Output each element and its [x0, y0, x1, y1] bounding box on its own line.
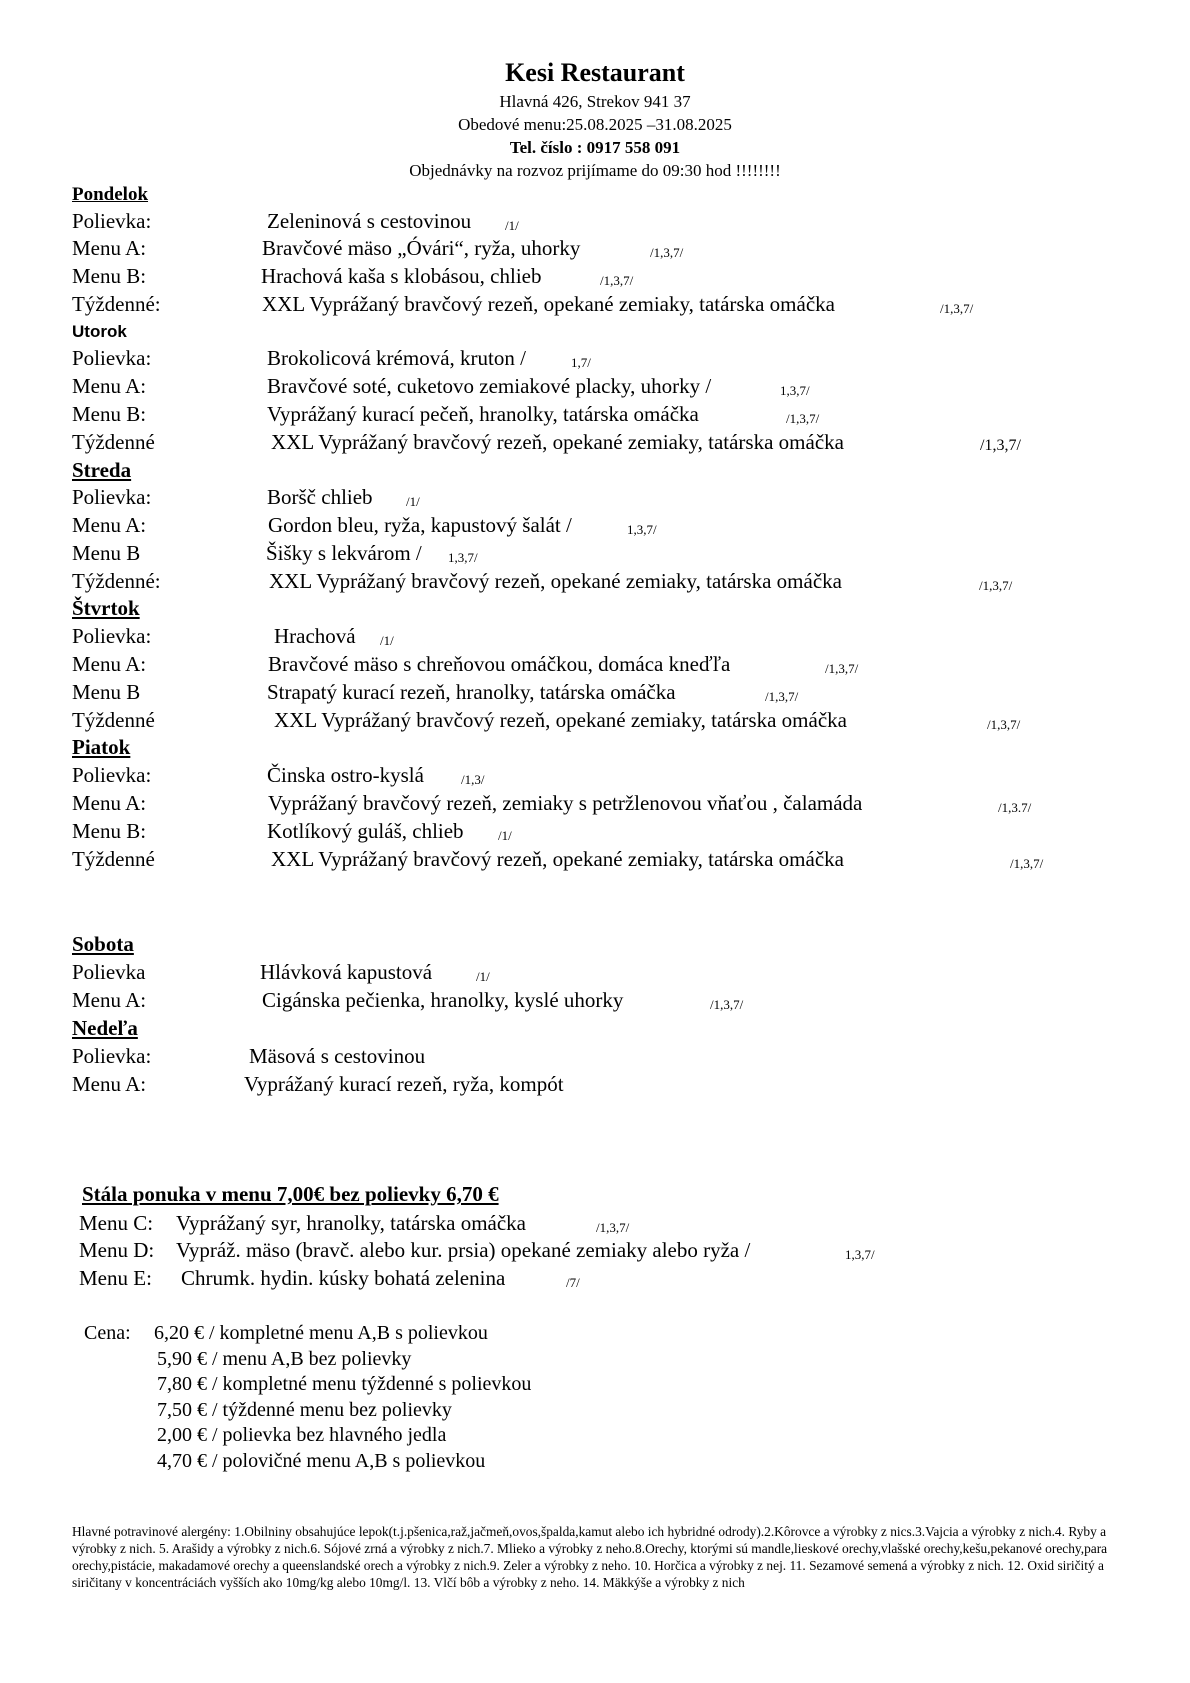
allergen-codes: /1,3,7/ [940, 301, 974, 316]
day-heading-nedela: Nedeľa [72, 1016, 138, 1040]
allergen-codes: 1,3,7/ [780, 383, 810, 398]
row-label: Týždenné: [72, 569, 161, 593]
price-line: 2,00 € / polievka bez hlavného jedla [157, 1424, 447, 1446]
price-line: 6,20 € / kompletné menu A,B s polievkou [154, 1322, 488, 1344]
allergen-codes: /1,3,7/ [980, 437, 1021, 454]
dish-text: XXL Vyprážaný bravčový rezeň, opekané zemiaky, tatárska omáčka [269, 569, 842, 593]
dish-text: Mäsová s cestovinou [249, 1044, 426, 1068]
dish-text: Vyprážaný bravčový rezeň, zemiaky s petržlenovou vňaťou , čalamáda [268, 791, 863, 815]
row-label: Polievka: [72, 763, 152, 787]
row-label: Polievka: [72, 624, 152, 648]
dish-text: Hrachová [274, 624, 356, 648]
day-heading-stvrtok: Štvrtok [72, 596, 140, 620]
price-line: 5,90 € / menu A,B bez polievky [157, 1348, 412, 1370]
dish-text: Hrachová kaša s klobásou, chlieb [261, 264, 542, 288]
dish-text: Zeleninová s cestovinou [267, 209, 472, 233]
dish-text: Bravčové mäso „Óvári“, ryža, uhorky [262, 236, 581, 260]
row-label: Menu A: [72, 791, 147, 815]
row-label: Menu B [72, 680, 141, 704]
row-label: Menu B [72, 541, 141, 565]
allergen-codes: /1,3,7/ [987, 717, 1021, 732]
address: Hlavná 426, Strekov 941 37 [499, 92, 691, 111]
dish-text: XXL Vyprážaný bravčový rezeň, opekané zemiaky, tatárska omáčka [274, 708, 847, 732]
allergen-codes: /7/ [566, 1275, 580, 1290]
day-heading-streda: Streda [72, 458, 132, 482]
dish-text: XXL Vyprážaný bravčový rezeň, opekané zemiaky, tatárska omáčka [262, 292, 835, 316]
dish-text: Kotlíkový guláš, chlieb [267, 819, 464, 843]
dish-text: Bravčové mäso s chreňovou omáčkou, domáca kneďľa [268, 652, 731, 676]
dish-text: XXL Vyprážaný bravčový rezeň, opekané zemiaky, tatárska omáčka [271, 430, 844, 454]
dish-text: Cigánska pečienka, hranolky, kyslé uhorky [262, 988, 624, 1012]
price-line: 4,70 € / polovičné menu A,B s polievkou [157, 1450, 486, 1472]
price-label: Cena: [84, 1322, 131, 1344]
standing-offer-heading: Stála ponuka v menu 7,00€ bez polievky 6,70 € [82, 1182, 499, 1206]
price-line: 7,50 € / týždenné menu bez polievky [157, 1399, 452, 1421]
standing-item-dish: Chrumk. hydin. kúsky bohatá zelenina [181, 1266, 506, 1290]
allergen-codes: /1,3,7/ [596, 1220, 630, 1235]
allergen-codes: /1,3,7/ [650, 245, 684, 260]
dish-text: Hlávková kapustová [260, 960, 433, 984]
allergen-codes: /1/ [498, 828, 512, 843]
dish-text: XXL Vyprážaný bravčový rezeň, opekané zemiaky, tatárska omáčka [271, 847, 844, 871]
row-label: Polievka: [72, 1044, 152, 1068]
dish-text: Boršč chlieb [267, 485, 373, 509]
menu-dates: Obedové menu:25.08.2025 –31.08.2025 [458, 115, 732, 134]
dish-text: Vyprážaný kurací pečeň, hranolky, tatárska omáčka [267, 402, 699, 426]
price-line: 7,80 € / kompletné menu týždenné s polievkou [157, 1373, 532, 1395]
dish-text: Činska ostro-kyslá [267, 763, 424, 787]
allergen-codes: /1/ [505, 218, 519, 233]
allergen-codes: /1,3,7/ [786, 411, 820, 426]
row-label: Menu B: [72, 402, 147, 426]
row-label: Menu A: [72, 513, 147, 537]
row-label: Polievka [72, 960, 146, 984]
row-label: Týždenné: [72, 292, 161, 316]
orders-note: Objednávky na rozvoz prijímame do 09:30 hod !!!!!!!! [409, 161, 781, 180]
phone-number: Tel. číslo : 0917 558 091 [509, 138, 681, 157]
row-label: Menu A: [72, 236, 147, 260]
allergen-codes: /1,3,7/ [765, 689, 799, 704]
dish-text: Brokolicová krémová, kruton / [267, 346, 526, 370]
row-label: Polievka: [72, 209, 152, 233]
row-label: Polievka: [72, 485, 152, 509]
row-label: Týždenné [72, 430, 155, 454]
day-heading-sobota: Sobota [72, 932, 134, 956]
dish-text: Gordon bleu, ryža, kapustový šalát / [268, 513, 572, 537]
row-label: Menu B: [72, 264, 147, 288]
standing-item-dish: Vypráž. mäso (bravč. alebo kur. prsia) opekané zemiaky alebo ryža / [176, 1238, 751, 1262]
day-heading-piatok: Piatok [72, 735, 131, 759]
allergen-codes: /1,3.7/ [998, 800, 1032, 815]
day-heading-utorok: Utorok [72, 322, 127, 341]
allergen-codes: /1,3,7/ [600, 273, 634, 288]
row-label: Menu A: [72, 988, 147, 1012]
allergen-codes: /1/ [406, 494, 420, 509]
row-label: Menu A: [72, 1072, 147, 1096]
standing-item-label: Menu E: [79, 1266, 152, 1290]
allergen-codes: /1/ [476, 969, 490, 984]
allergens-footer: Hlavné potravinové alergény: 1.Obilniny obsahujúce lepok(t.j.pšenica,raž,jačmeň,ovos,špalda,kamut alebo ich hybridné odrody).2.Kôrovce a výrobky z nics.3.Vajcia a výrobky z nich.4. Ryby a výrobky z nich. 5. Arašidy a výrobky z nich.6. Sójové zrná a výrobky z nich.7. Mlieko a výrobky z neho.8.Orechy, ktorými sú mandle,lieskové orechy,vlašské orechy,kešu,pekanové orechy,para orechy,pistácie, makadamové orechy a queenslandské orech a výrobky z nich.9. Zeler a výrobky z neho. 10. Horčica a výrobky z nej. 11. Sezamové semená a výrobky z nich. 12. Oxid siričitý a siričitany v koncentráciách vyšších ako 10mg/kg alebo 10mg/l. 13. Vlčí bôb a výrobky z neho. 14. Mäkkýše a výrobky z nich [72, 1524, 1108, 1590]
day-heading-pondelok: Pondelok [72, 184, 149, 205]
dish-text: Šišky s lekvárom / [266, 541, 422, 565]
allergen-codes: /1,3,7/ [825, 661, 859, 676]
allergen-codes: 1,7/ [571, 355, 591, 370]
row-label: Polievka: [72, 346, 152, 370]
standing-item-label: Menu C: [79, 1211, 154, 1235]
row-label: Menu B: [72, 819, 147, 843]
allergen-codes: /1,3,7/ [1010, 856, 1044, 871]
allergen-codes: 1,3,7/ [845, 1247, 875, 1262]
allergen-codes: 1,3,7/ [448, 550, 478, 565]
row-label: Týždenné [72, 847, 155, 871]
dish-text: Bravčové soté, cuketovo zemiakové placky, uhorky / [267, 374, 712, 398]
allergen-codes: /1,3/ [461, 772, 485, 787]
allergen-codes: /1,3,7/ [710, 997, 744, 1012]
dish-text: Vyprážaný kurací rezeň, ryža, kompót [244, 1072, 564, 1096]
dish-text: Strapatý kurací rezeň, hranolky, tatárska omáčka [267, 680, 676, 704]
row-label: Týždenné [72, 708, 155, 732]
row-label: Menu A: [72, 652, 147, 676]
allergen-codes: /1,3,7/ [979, 578, 1013, 593]
restaurant-title: Kesi Restaurant [505, 58, 685, 87]
row-label: Menu A: [72, 374, 147, 398]
standing-item-label: Menu D: [79, 1238, 155, 1262]
allergen-codes: 1,3,7/ [627, 522, 657, 537]
standing-item-dish: Vyprážaný syr, hranolky, tatárska omáčka [176, 1211, 526, 1235]
allergen-codes: /1/ [380, 633, 394, 648]
